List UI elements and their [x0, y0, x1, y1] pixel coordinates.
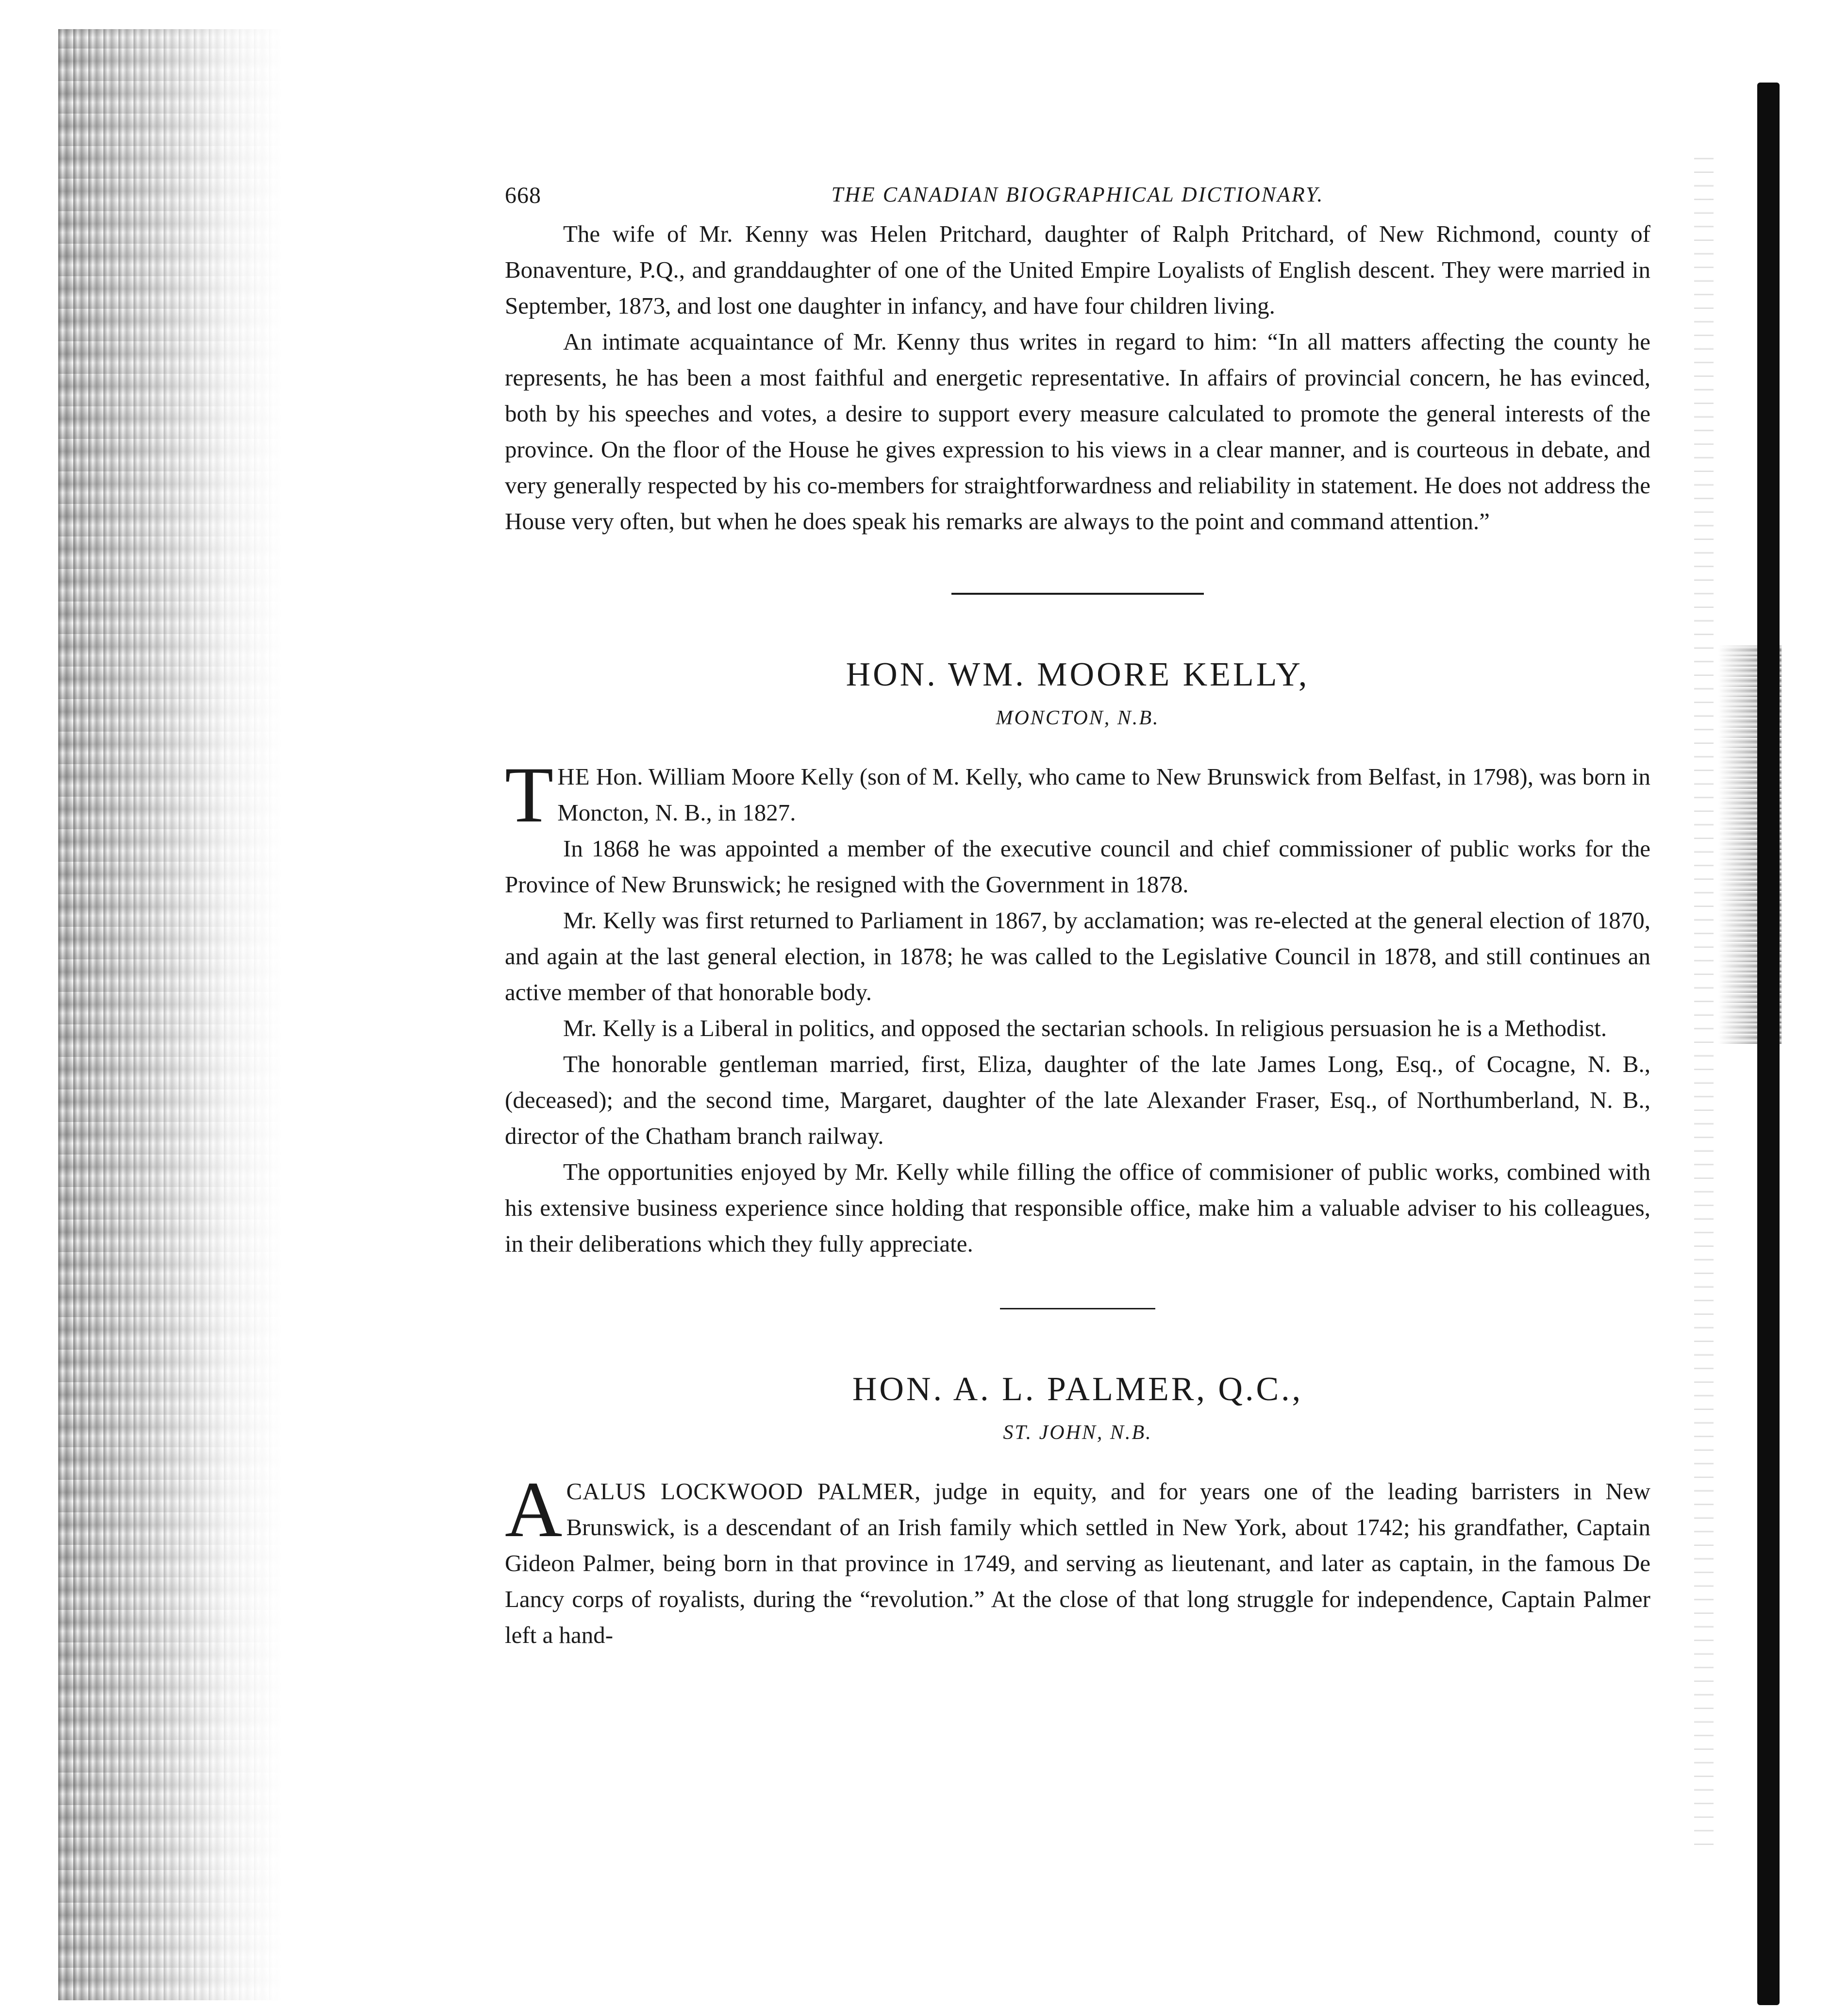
section-divider	[951, 593, 1204, 595]
running-title: THE CANADIAN BIOGRAPHICAL DICTIONARY.	[831, 183, 1324, 206]
kelly-lead-caps: HE	[557, 763, 590, 790]
kenny-paragraph-2: An intimate acquaintance of Mr. Kenny thus writes in regard to him: “In all matters affecting the county he represents, he has been a most faithful and energetic representative. In affairs of provincial concern, he has evinced, both by his speeches and votes, a desire to support every measure calculated to promote the general interests of the province. On the floor of the House he gives expression to his views in a clear manner, and is courteous in debate, and very generally respected by his co-members for straightforwardness and reliability in statement. He does not address the House very often, but when he does speak his remarks are always to the point and command attention.”	[505, 328, 1650, 535]
running-head	[505, 177, 1650, 216]
scan-edge-right-bar	[1757, 83, 1780, 2005]
kelly-paragraph-4: The honorable gentleman married, first, Eliza, daughter of the late James Long, Esq., of Cocagne, N. B., (deceased); and the second time, Margaret, daughter of the late Alexander Fraser, Esq., of Northumberland, N. B., director of the Chatham branch railway.	[505, 1051, 1650, 1149]
palmer-lead-text: judge in equity, and for years one of the leading barristers in New Brunswick, is a descendant of an Irish family which settled in New York, about 1742; his grandfather, Captain Gideon Palmer, being born in that province in 1749, and serving as lieutenant, and later as captain, in the famous De Lancy corps of royalists, during the “revolution.” At the close of that long struggle for independence, Captain Palmer left a hand-	[505, 1478, 1650, 1648]
kelly-lead-text: Hon. William Moore Kelly (son of M. Kelly, who came to New Brunswick from Belfast, in 1798), was born in Moncton, N. B., in 1827.	[557, 763, 1650, 826]
section-divider	[1000, 1308, 1155, 1309]
palmer-lead-caps: CALUS LOCKWOOD PALMER,	[566, 1478, 921, 1505]
kelly-paragraph-1: In 1868 he was appointed a member of the executive council and chief commissioner of public works for the Province of New Brunswick; he resigned with the Government in 1878.	[505, 835, 1650, 898]
palmer-lead-paragraph	[505, 1466, 1650, 1653]
palmer-dropcap: A	[505, 1466, 563, 1554]
kenny-paragraph-1: The wife of Mr. Kenny was Helen Pritchard, daughter of Ralph Pritchard, of New Richmond, county of Bonaventure, P.Q., and granddaughter of one of the United Empire Loyalists of English descent. They were married in September, 1873, and lost one daughter in infancy, and have four children living.	[505, 220, 1650, 319]
palmer-entry	[505, 1368, 1650, 1653]
kelly-paragraph-3: Mr. Kelly is a Liberal in politics, and opposed the sectarian schools. In religious persuasion he is a Methodist.	[563, 1015, 1607, 1041]
kelly-location: MONCTON, N.B.	[996, 707, 1160, 729]
kelly-heading: HON. WM. MOORE KELLY,	[846, 656, 1310, 693]
kenny-entry-continued	[505, 216, 1650, 539]
kelly-paragraph-2: Mr. Kelly was first returned to Parliament in 1867, by acclamation; was re-elected at the general election of 1870, and again at the last general election, in 1878; he was called to the Legislative Council in 1878, and still continues an active member of that honorable body.	[505, 907, 1650, 1005]
page-number: 668	[505, 183, 541, 208]
palmer-heading: HON. A. L. PALMER, Q.C.,	[852, 1371, 1303, 1408]
palmer-location: ST. JOHN, N.B.	[1003, 1422, 1152, 1444]
scan-edge-left	[58, 29, 286, 2000]
kelly-dropcap: T	[505, 751, 554, 839]
kelly-lead-paragraph	[505, 751, 1650, 839]
kelly-paragraph-5: The opportunities enjoyed by Mr. Kelly while filling the office of commisioner of public works, combined with his extensive business experience since holding that responsible office, make him a valuable adviser to his colleagues, in their deliberations which they fully appreciate.	[505, 1158, 1650, 1257]
kelly-entry	[505, 653, 1650, 1262]
book-page	[505, 177, 1650, 1653]
scan-edge-right-dots	[1694, 146, 1714, 1845]
